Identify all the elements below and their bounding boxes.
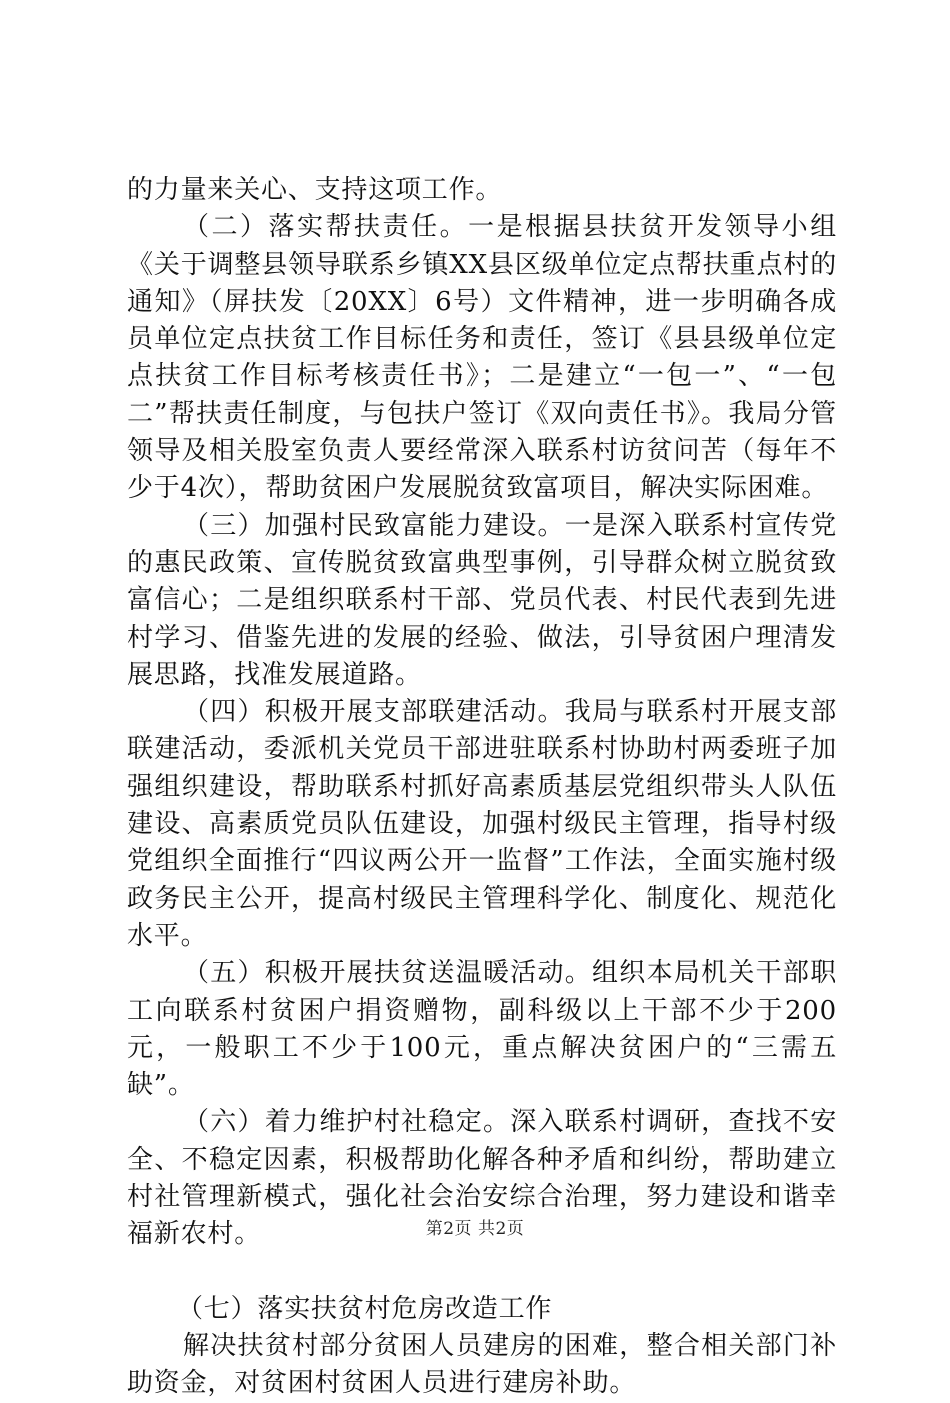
page-number-footer: 第2页 共2页 xyxy=(425,1219,525,1239)
section-7-heading: （七）落实扶贫村危房改造工作 xyxy=(177,1293,553,1324)
paragraph-continuation: 的力量来关心、支持这项工作。 xyxy=(127,175,503,205)
paragraph-section-7: 解决扶贫村部分贫困人员建房的困难，整合相关部门补助资金，对贫困村贫困人员进行建房补助。 xyxy=(127,1330,837,1399)
paragraph-section-2: （二）落实帮扶责任。一是根据县扶贫开发领导小组《关于调整县领导联系乡镇XX县区级单位定点帮扶重点村的通知》（屏扶发〔20XX〕6号）文件精神，进一步明确各成员单位定点扶贫工作目标任务和责任，签订《县县级单位定点扶贫工作目标考核责任书》；二是建立“一包一”、“一包二”帮扶责任制度，与包扶户签订《双向责任书》。我局分管领导及相关股室负责人要经常深入联系村访贫问苦（每年不少于4次），帮助贫困户发展脱贫致富项目，解决实际困难。 xyxy=(127,212,837,504)
paragraph-section-5: （五）积极开展扶贫送温暖活动。组织本局机关干部职工向联系村贫困户捐资赠物，副科级以上干部不少于200元，一般职工不少于100元，重点解决贫困户的“三需五缺”。 xyxy=(127,958,837,1101)
paragraph-section-4: （四）积极开展支部联建活动。我局与联系村开展支部联建活动，委派机关党员干部进驻联系村协助村两委班子加强组织建设，帮助联系村抓好高素质基层党组织带头人队伍建设、高素质党员队伍建设，加强村级民主管理，指导村级党组织全面推行“四议两公开一监督”工作法，全面实施村级政务民主公开，提高村级民主管理科学化、制度化、规范化水平。 xyxy=(127,697,837,951)
paragraph-section-3: （三）加强村民致富能力建设。一是深入联系村宣传党的惠民政策、宣传脱贫致富典型事例，引导群众树立脱贫致富信心；二是组织联系村干部、党员代表、村民代表到先进村学习、借鉴先进的发展的经验、做法，引导贫困户理清发展思路，找准发展道路。 xyxy=(127,510,837,690)
paragraph-section-6: （六）着力维护村社稳定。深入联系村调研，查找不安全、不稳定因素，积极帮助化解各种矛盾和纠纷，帮助建立村社管理新模式，强化社会治安综合治理，努力建设和谐幸福新农村。 xyxy=(127,1107,837,1250)
